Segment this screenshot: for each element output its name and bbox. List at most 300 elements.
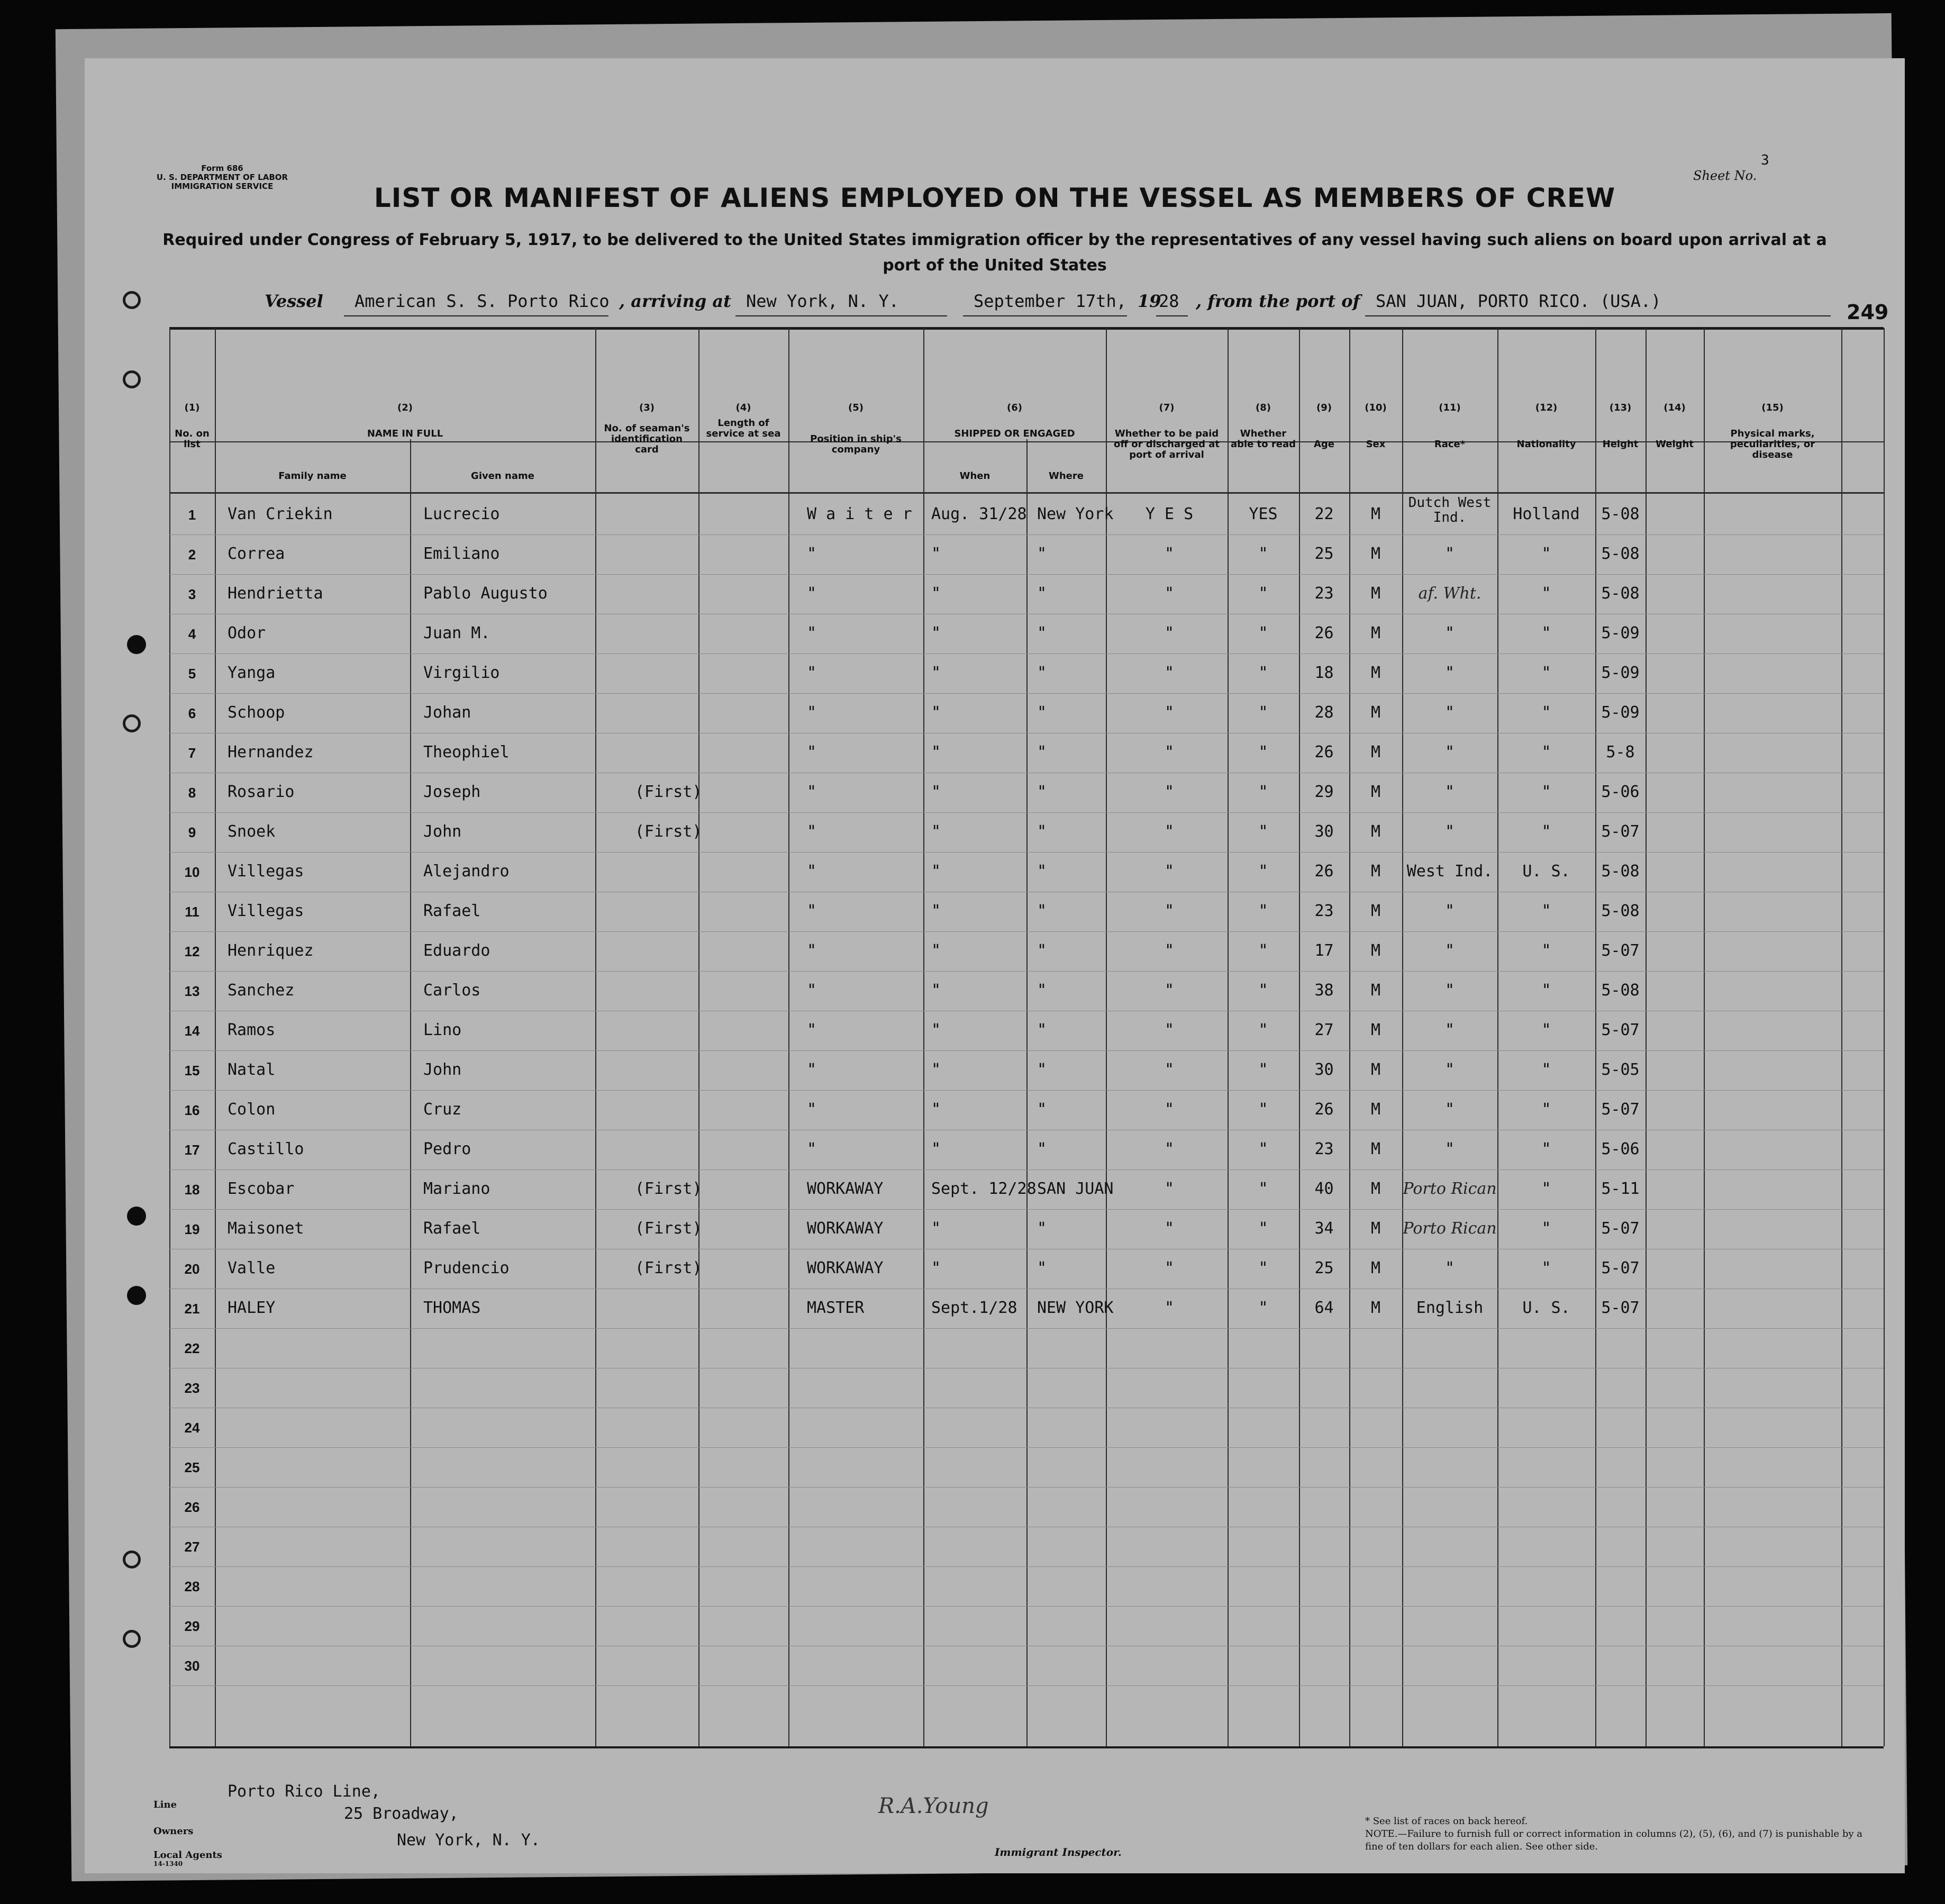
cell-height: 5-08 <box>1601 505 1640 523</box>
cell-age: 26 <box>1314 862 1334 881</box>
cell-paid: " <box>1164 1100 1175 1119</box>
cell-paid: " <box>1164 862 1175 881</box>
cell-position: " <box>807 941 817 960</box>
cell-when: Aug. 31/28 <box>931 505 1027 523</box>
cell-read: " <box>1258 941 1268 960</box>
cell-given: Pablo Augusto <box>423 584 548 603</box>
cell-nationality: " <box>1541 981 1551 1000</box>
cell-race: Porto Rican <box>1403 1180 1497 1198</box>
cell-read: " <box>1258 584 1268 603</box>
cell-position: " <box>807 545 817 563</box>
cell-height: 5-07 <box>1601 1259 1640 1277</box>
cell-race: Porto Rican <box>1403 1219 1497 1238</box>
cell-family: Villegas <box>228 902 304 920</box>
page-subtitle: Required under Congress of February 5, 1917, to be delivered to the United States immigration officer by the representatives of any vessel having such aliens on board upon arrival at a port of the United States <box>162 231 1827 275</box>
cell-when: " <box>931 941 941 960</box>
from-label: , from the port of <box>1196 291 1360 311</box>
sheet-number-label: Sheet No. <box>1693 168 1757 183</box>
cell-height: 5-08 <box>1601 545 1640 563</box>
cell-where: " <box>1037 941 1047 960</box>
header-where: Where <box>1049 470 1084 482</box>
cell-no: 25 <box>184 1459 200 1475</box>
table-row <box>85 1289 1905 1328</box>
cell-no: 17 <box>184 1142 200 1158</box>
cell-nationality: " <box>1541 902 1551 920</box>
cell-position: " <box>807 1140 817 1158</box>
cell-paid: " <box>1164 743 1175 761</box>
cell-given: Johan <box>423 703 471 722</box>
cell-read: YES <box>1249 505 1278 523</box>
cell-age: 30 <box>1314 822 1334 841</box>
cell-position: WORKAWAY <box>807 1180 884 1198</box>
cell-paid: " <box>1164 1259 1175 1277</box>
cell-family: HALEY <box>228 1299 276 1317</box>
header-id-card: No. of seaman's identification card <box>604 423 690 455</box>
cell-nationality: " <box>1541 822 1551 841</box>
header-family-name: Family name <box>278 470 347 482</box>
cell-no: 11 <box>185 904 199 920</box>
cell-family: Colon <box>228 1100 276 1119</box>
cell-race: " <box>1444 902 1455 920</box>
cell-nationality: " <box>1541 1100 1551 1119</box>
table-row <box>85 1488 1905 1527</box>
cell-paid: " <box>1164 1140 1175 1158</box>
cell-sex: M <box>1370 783 1381 801</box>
cell-where: " <box>1037 664 1047 682</box>
cell-height: 5-07 <box>1601 1299 1640 1317</box>
cell-read: " <box>1258 703 1268 722</box>
cell-no: 30 <box>184 1658 200 1674</box>
cell-where: " <box>1037 783 1047 801</box>
cell-height: 5-05 <box>1601 1060 1640 1079</box>
header-given-name: Given name <box>471 470 534 482</box>
cell-age: 28 <box>1314 703 1334 722</box>
cell-no: 9 <box>188 824 196 840</box>
cell-age: 26 <box>1314 1100 1334 1119</box>
cell-where: " <box>1037 1021 1047 1039</box>
penalty-note: NOTE.—Failure to furnish full or correct information in columns (2), (5), (6), and (7) is punishable by a fine of ten dollars for each alien. See other side. <box>1365 1828 1862 1852</box>
cell-age: 26 <box>1314 624 1334 642</box>
table-row <box>85 932 1905 971</box>
cell-where: " <box>1037 1140 1047 1158</box>
cell-family: Escobar <box>228 1180 295 1198</box>
cell-when: " <box>931 1021 941 1039</box>
cell-read: " <box>1258 1021 1268 1039</box>
cell-sex: M <box>1370 743 1381 761</box>
owners-address: 25 Broadway, <box>344 1805 459 1823</box>
column-number: (7) <box>1159 402 1175 413</box>
line-value: Porto Rico Line, <box>228 1782 380 1801</box>
cell-height: 5-08 <box>1601 584 1640 603</box>
department: U. S. DEPARTMENT OF LABOR <box>156 173 288 182</box>
cell-age: 34 <box>1314 1219 1334 1238</box>
header-race: Race* <box>1434 439 1466 450</box>
cell-family: Schoop <box>228 703 285 722</box>
header-no-on-list: No. on list <box>175 428 210 450</box>
arriving-port: New York, N. Y. <box>746 291 899 311</box>
cell-age: 27 <box>1314 1021 1334 1039</box>
cell-given: Rafael <box>423 902 481 920</box>
cell-given: Lino <box>423 1021 462 1039</box>
header-age: Age <box>1313 439 1335 450</box>
column-number: (15) <box>1761 402 1784 413</box>
cell-when: " <box>931 862 941 881</box>
cell-read: " <box>1258 1100 1268 1119</box>
cell-position: " <box>807 703 817 722</box>
cell-sex: M <box>1370 1140 1381 1158</box>
cell-where: " <box>1037 703 1047 722</box>
arriving-label: , arriving at <box>619 291 731 311</box>
cell-paid: " <box>1164 1180 1175 1198</box>
cell-where: " <box>1037 1219 1047 1238</box>
cell-where: " <box>1037 981 1047 1000</box>
cell-no: 7 <box>188 745 196 761</box>
cell-paid: " <box>1164 822 1175 841</box>
cell-no: 1 <box>188 507 196 523</box>
cell-when: " <box>931 822 941 841</box>
cell-height: 5-08 <box>1601 981 1640 1000</box>
cell-position: W a i t e r <box>807 505 912 523</box>
agents-label: Local Agents <box>153 1849 222 1861</box>
cell-read: " <box>1258 862 1268 881</box>
cell-card: (First) <box>635 1219 702 1238</box>
cell-no: 4 <box>188 626 196 642</box>
punch-hole <box>123 370 141 388</box>
table-row <box>85 813 1905 852</box>
cell-position: WORKAWAY <box>807 1219 884 1238</box>
cell-sex: M <box>1370 941 1381 960</box>
cell-nationality: " <box>1541 941 1551 960</box>
cell-no: 3 <box>188 586 196 602</box>
cell-age: 40 <box>1314 1180 1334 1198</box>
header-when: When <box>959 470 990 482</box>
header-name-in-full: NAME IN FULL <box>367 428 443 439</box>
column-number: (6) <box>1007 402 1022 413</box>
table-row <box>85 1249 1905 1289</box>
cell-race: " <box>1444 664 1455 682</box>
header-length-service: Length of service at sea <box>706 418 781 439</box>
cell-paid: " <box>1164 584 1175 603</box>
cell-no: 19 <box>184 1221 200 1237</box>
cell-where: " <box>1037 624 1047 642</box>
cell-when: " <box>931 584 941 603</box>
table-row <box>85 1329 1905 1368</box>
inspector-label: Immigrant Inspector. <box>995 1846 1122 1858</box>
column-number: (14) <box>1664 402 1686 413</box>
cell-family: Ramos <box>228 1021 276 1039</box>
cell-position: " <box>807 743 817 761</box>
cell-given: Lucrecio <box>423 505 500 523</box>
table-row <box>85 1646 1905 1685</box>
cell-no: 20 <box>184 1261 200 1277</box>
cell-sex: M <box>1370 1299 1381 1317</box>
header-nationality: Nationality <box>1516 439 1576 450</box>
cell-where: " <box>1037 1060 1047 1079</box>
table-row <box>85 773 1905 812</box>
cell-where: SAN JUAN <box>1037 1180 1114 1198</box>
cell-read: " <box>1258 664 1268 682</box>
cell-no: 23 <box>184 1380 200 1396</box>
cell-position: WORKAWAY <box>807 1259 884 1277</box>
cell-read: " <box>1258 981 1268 1000</box>
cell-read: " <box>1258 545 1268 563</box>
cell-when: Sept.1/28 <box>931 1299 1017 1317</box>
cell-age: 17 <box>1314 941 1334 960</box>
cell-given: Juan M. <box>423 624 490 642</box>
cell-position: " <box>807 981 817 1000</box>
cell-race: " <box>1444 703 1455 722</box>
cell-sex: M <box>1370 1021 1381 1039</box>
cell-given: John <box>423 1060 462 1079</box>
cell-race: " <box>1444 981 1455 1000</box>
column-number: (12) <box>1535 402 1558 413</box>
cell-height: 5-07 <box>1601 1219 1640 1238</box>
form-number: Form 686 <box>201 164 243 173</box>
cell-paid: " <box>1164 703 1175 722</box>
cell-read: " <box>1258 1259 1268 1277</box>
agents-city: New York, N. Y. <box>397 1831 540 1849</box>
cell-height: 5-08 <box>1601 862 1640 881</box>
cell-family: Snoek <box>228 822 276 841</box>
header-position: Position in ship's company <box>810 433 902 455</box>
cell-no: 15 <box>184 1063 200 1078</box>
cell-sex: M <box>1370 584 1381 603</box>
cell-age: 22 <box>1314 505 1334 523</box>
cell-no: 29 <box>184 1618 200 1634</box>
cell-card: (First) <box>635 822 702 841</box>
cell-height: 5-8 <box>1606 743 1635 761</box>
table-row <box>85 1368 1905 1408</box>
cell-nationality: " <box>1541 743 1551 761</box>
cell-family: Sanchez <box>228 981 295 1000</box>
header-able-read: Whether able to read <box>1230 428 1296 450</box>
cell-position: " <box>807 664 817 682</box>
header-height: Height <box>1602 439 1639 450</box>
cell-given: Theophiel <box>423 743 510 761</box>
cell-family: Hendrietta <box>228 584 323 603</box>
cell-card: (First) <box>635 1259 702 1277</box>
cell-age: 64 <box>1314 1299 1334 1317</box>
cell-position: " <box>807 1100 817 1119</box>
cell-age: 18 <box>1314 664 1334 682</box>
column-number: (1) <box>184 402 200 413</box>
cell-given: Mariano <box>423 1180 490 1198</box>
cell-nationality: U. S. <box>1522 862 1570 881</box>
cell-where: New York <box>1037 505 1114 523</box>
vessel-name: American S. S. Porto Rico <box>355 291 610 311</box>
cell-given: THOMAS <box>423 1299 481 1317</box>
column-number: (2) <box>397 402 413 413</box>
column-number: (5) <box>848 402 864 413</box>
cell-height: 5-06 <box>1601 783 1640 801</box>
header-weight: Weight <box>1656 439 1694 450</box>
footer-note <box>1365 1815 1873 1853</box>
column-number: (9) <box>1316 402 1332 413</box>
cell-position: " <box>807 1060 817 1079</box>
column-number: (4) <box>735 402 751 413</box>
cell-no: 24 <box>184 1420 200 1436</box>
cell-age: 26 <box>1314 743 1334 761</box>
cell-where: " <box>1037 584 1047 603</box>
table-row <box>85 892 1905 931</box>
cell-height: 5-09 <box>1601 703 1640 722</box>
cell-read: " <box>1258 1180 1268 1198</box>
table-row <box>85 1607 1905 1646</box>
cell-height: 5-09 <box>1601 624 1640 642</box>
cell-race: " <box>1444 624 1455 642</box>
cell-sex: M <box>1370 1100 1381 1119</box>
cell-sex: M <box>1370 1180 1381 1198</box>
cell-race: English <box>1416 1299 1484 1317</box>
cell-race: " <box>1444 743 1455 761</box>
cell-race: Dutch West Ind. <box>1408 495 1492 525</box>
table-row <box>85 1408 1905 1447</box>
cell-family: Hernandez <box>228 743 314 761</box>
cell-given: Virgilio <box>423 664 500 682</box>
cell-nationality: " <box>1541 1259 1551 1277</box>
cell-sex: M <box>1370 703 1381 722</box>
table-row <box>85 614 1905 654</box>
cell-read: " <box>1258 1140 1268 1158</box>
cell-position: MASTER <box>807 1299 865 1317</box>
table-row <box>85 733 1905 773</box>
cell-family: Odor <box>228 624 266 642</box>
column-number: (8) <box>1256 402 1271 413</box>
cell-height: 5-07 <box>1601 1100 1640 1119</box>
cell-no: 13 <box>184 983 200 999</box>
cell-paid: " <box>1164 1299 1175 1317</box>
cell-age: 38 <box>1314 981 1334 1000</box>
cell-when: Sept. 12/28 <box>931 1180 1037 1198</box>
cell-position: " <box>807 822 817 841</box>
cell-paid: " <box>1164 981 1175 1000</box>
cell-paid: " <box>1164 941 1175 960</box>
table-row <box>85 535 1905 574</box>
cell-race: " <box>1444 941 1455 960</box>
column-number: (11) <box>1439 402 1461 413</box>
cell-age: 25 <box>1314 545 1334 563</box>
header-physical-marks: Physical marks, peculiarities, or disease <box>1730 428 1815 460</box>
cell-height: 5-08 <box>1601 902 1640 920</box>
cell-read: " <box>1258 1060 1268 1079</box>
cell-given: Carlos <box>423 981 481 1000</box>
cell-given: Prudencio <box>423 1259 510 1277</box>
cell-no: 22 <box>184 1340 200 1356</box>
cell-read: " <box>1258 783 1268 801</box>
from-port: SAN JUAN, PORTO RICO. (USA.) <box>1376 291 1661 311</box>
cell-no: 2 <box>188 547 196 563</box>
cell-race: " <box>1444 1259 1455 1277</box>
table-row <box>85 694 1905 733</box>
cell-sex: M <box>1370 505 1381 523</box>
year-prefix: 19 <box>1138 291 1161 311</box>
cell-where: " <box>1037 545 1047 563</box>
cell-when: " <box>931 1100 941 1119</box>
cell-sex: M <box>1370 862 1381 881</box>
cell-nationality: " <box>1541 545 1551 563</box>
cell-sex: M <box>1370 1060 1381 1079</box>
cell-where: " <box>1037 902 1047 920</box>
cell-sex: M <box>1370 902 1381 920</box>
cell-nationality: " <box>1541 1021 1551 1039</box>
cell-height: 5-07 <box>1601 941 1640 960</box>
table-row <box>85 853 1905 892</box>
column-number: (3) <box>639 402 655 413</box>
cell-no: 18 <box>184 1182 200 1198</box>
table-row <box>85 1527 1905 1566</box>
table-row <box>85 1011 1905 1050</box>
header-sex: Sex <box>1366 439 1386 450</box>
cell-no: 5 <box>188 666 196 682</box>
cell-paid: " <box>1164 1219 1175 1238</box>
cell-given: Emiliano <box>423 545 500 563</box>
cell-paid: " <box>1164 783 1175 801</box>
agents-form-number: 14-1340 <box>153 1860 183 1867</box>
cell-card: (First) <box>635 783 702 801</box>
cell-given: Alejandro <box>423 862 510 881</box>
cell-when: " <box>931 783 941 801</box>
cell-family: Yanga <box>228 664 276 682</box>
cell-given: Pedro <box>423 1140 471 1158</box>
table-row <box>85 1051 1905 1090</box>
cell-nationality: " <box>1541 1219 1551 1238</box>
table-row <box>85 575 1905 614</box>
cell-family: Maisonet <box>228 1219 304 1238</box>
cell-family: Henriquez <box>228 941 314 960</box>
cell-position: " <box>807 783 817 801</box>
cell-family: Natal <box>228 1060 276 1079</box>
table-row <box>85 1170 1905 1209</box>
cell-read: " <box>1258 743 1268 761</box>
cell-paid: " <box>1164 545 1175 563</box>
cell-nationality: " <box>1541 584 1551 603</box>
cell-when: " <box>931 1140 941 1158</box>
cell-height: 5-07 <box>1601 1021 1640 1039</box>
cell-position: " <box>807 862 817 881</box>
cell-position: " <box>807 584 817 603</box>
cell-when: " <box>931 664 941 682</box>
punch-hole <box>123 291 141 309</box>
vessel-line <box>85 291 1905 323</box>
cell-given: Rafael <box>423 1219 481 1238</box>
cell-race: af. Wht. <box>1418 584 1482 603</box>
cell-no: 10 <box>184 864 200 880</box>
cell-family: Valle <box>228 1259 276 1277</box>
stamp-number: 249 <box>1847 301 1889 324</box>
column-number: (13) <box>1609 402 1632 413</box>
cell-position: " <box>807 1021 817 1039</box>
cell-where: " <box>1037 743 1047 761</box>
cell-when: " <box>931 981 941 1000</box>
cell-nationality: " <box>1541 1140 1551 1158</box>
cell-no: 16 <box>184 1102 200 1118</box>
cell-when: " <box>931 624 941 642</box>
cell-race: " <box>1444 545 1455 563</box>
column-number: (10) <box>1365 402 1387 413</box>
inspector-signature: R.A.Young <box>878 1794 989 1818</box>
header-paid-off: Whether to be paid off or discharged at port of arrival <box>1114 428 1220 460</box>
cell-sex: M <box>1370 1259 1381 1277</box>
cell-nationality: " <box>1541 1060 1551 1079</box>
cell-paid: " <box>1164 1060 1175 1079</box>
cell-when: " <box>931 902 941 920</box>
cell-given: Eduardo <box>423 941 490 960</box>
cell-paid: " <box>1164 1021 1175 1039</box>
cell-age: 23 <box>1314 902 1334 920</box>
cell-given: John <box>423 822 462 841</box>
cell-age: 29 <box>1314 783 1334 801</box>
cell-when: " <box>931 545 941 563</box>
